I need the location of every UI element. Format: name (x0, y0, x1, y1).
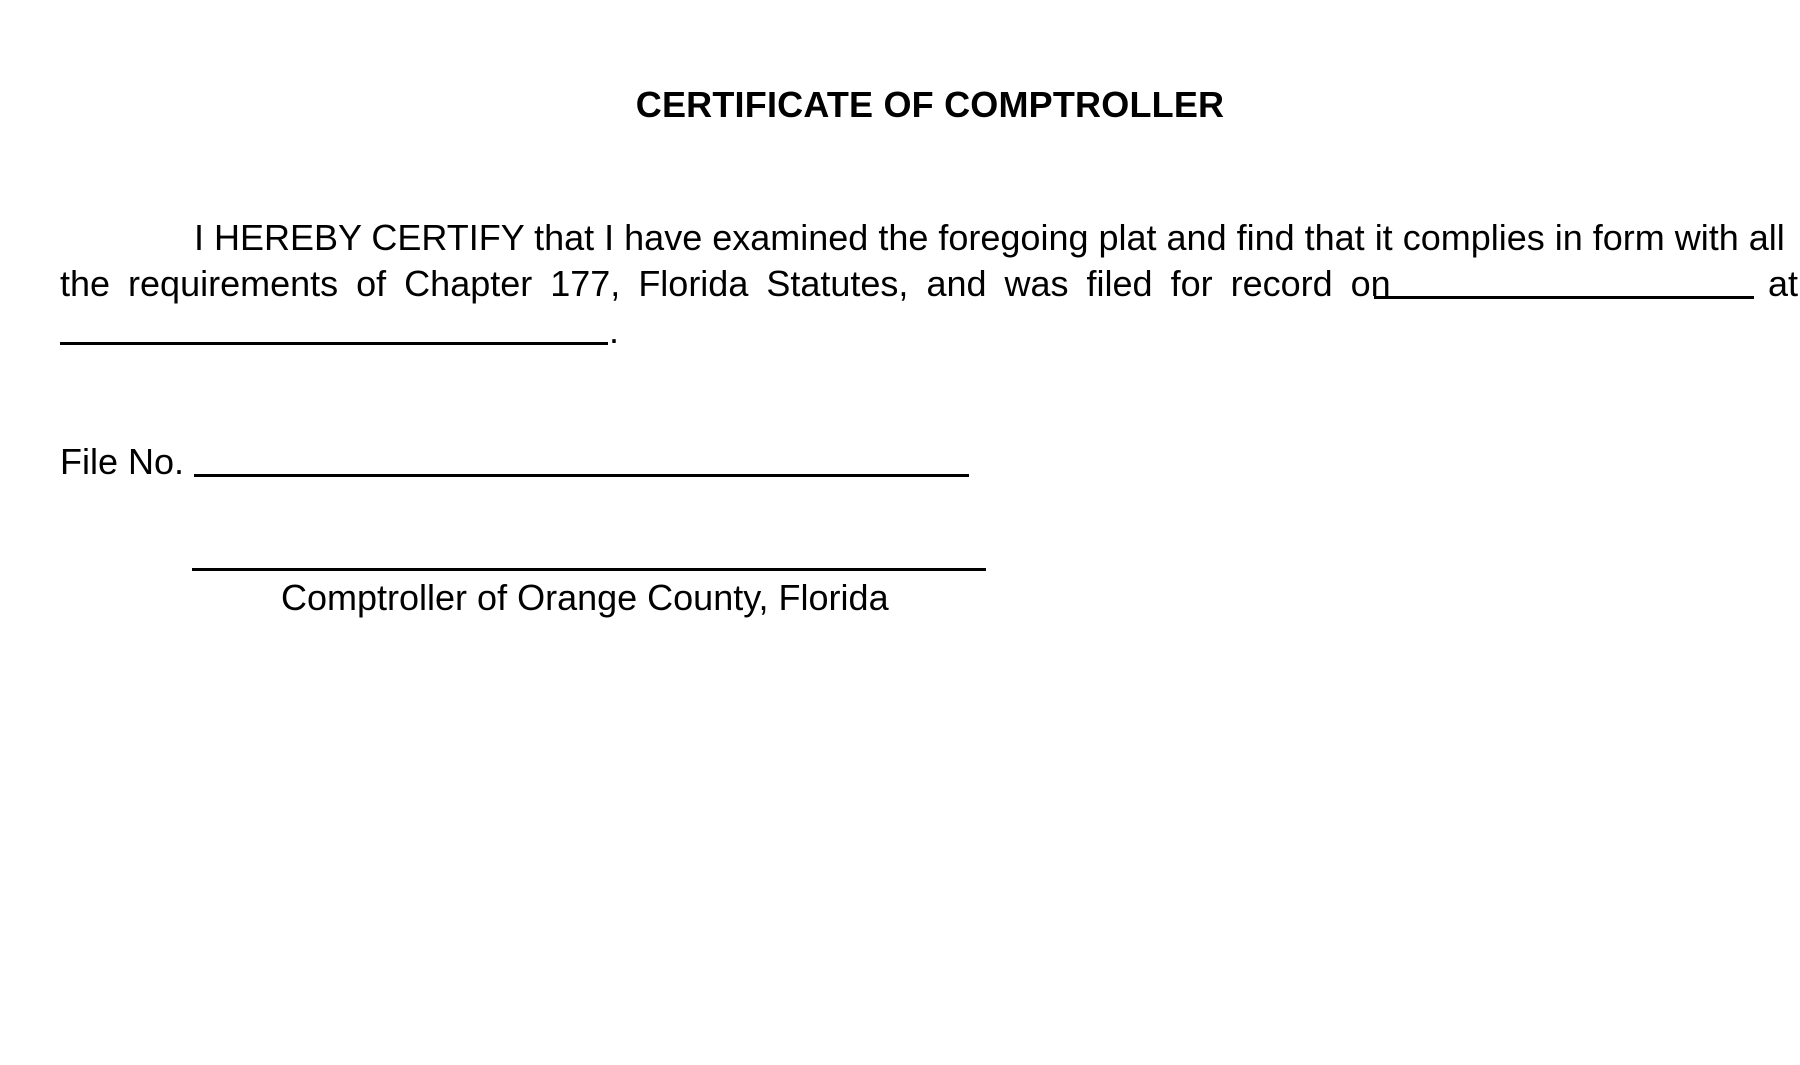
signature-line (192, 568, 986, 571)
record-date-blank (1374, 296, 1754, 299)
page-title: CERTIFICATE OF COMPTROLLER (635, 84, 1225, 125)
certification-text-line-1: I HEREBY CERTIFY that I have examined the foregoing plat and find that it complies in form with all (194, 217, 1785, 258)
file-number-blank (194, 474, 969, 477)
certification-text-at: at (1768, 263, 1799, 304)
record-time-blank (60, 342, 608, 345)
signature-caption: Comptroller of Orange County, Florida (281, 577, 889, 618)
certification-text-period: . (609, 310, 620, 351)
file-number-label: File No. (60, 441, 185, 482)
certification-text-line-2: the requirements of Chapter 177, Florida Statutes, and was filed for record on (60, 263, 1391, 304)
